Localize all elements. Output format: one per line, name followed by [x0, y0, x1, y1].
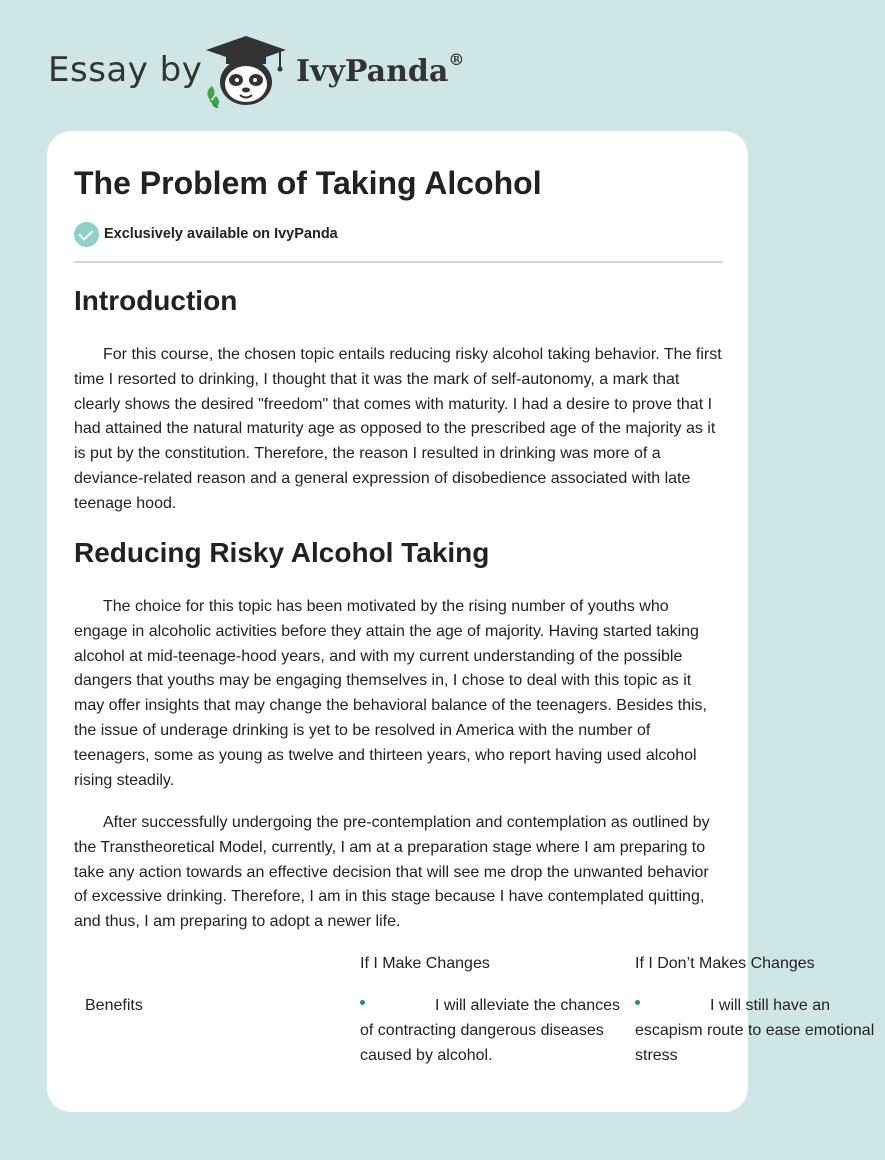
- registered-mark: ®: [448, 50, 465, 69]
- table-cell-text: I will alleviate the chances of contracting dangerous diseases caused by alcohol.: [360, 997, 620, 1064]
- badge-label: Exclusively available on IvyPanda: [104, 226, 338, 242]
- paragraph: After successfully undergoing the pre-contemplation and contemplation as outlined by the Transtheoretical Model, currently, I am at a preparation stage where I am preparing to take any action towards an effective decision that will see me drop the unwanted behavior of excessive drinking. Therefore, I am in this stage because I have contemplated quitting, and thus, I am preparing to adopt a newer life.: [74, 814, 710, 931]
- page-title: The Problem of Taking Alcohol: [74, 165, 542, 201]
- table-cell-text: I will still have an escapism route to ease emotional stress: [635, 997, 875, 1064]
- bullet-icon: [360, 1000, 365, 1005]
- ivypanda-brand[interactable]: [296, 50, 465, 89]
- table-header: If I Don’t Makes Changes: [635, 955, 815, 972]
- brand-name-text: IvyPanda: [296, 54, 449, 89]
- site-header: [0, 0, 800, 120]
- paragraph: The choice for this topic has been motivated by the rising number of youths who engage in alcoholic activities before they attain the age of majority. Having started taking alcohol at mid-teenage-hood years, and with my current understanding of the possible dangers that youths may be engaging themselves in, I chose to deal with this topic as it may offer insights that may change the behavioral balance of the teenagers. Besides this, the issue of underage drinking is yet to be resolved in America with the number of teenagers, some as young as twelve and thirteen years, who report having used alcohol rising steadily.: [74, 598, 707, 789]
- table-cell: [635, 994, 885, 1068]
- table-row-label: Benefits: [85, 997, 143, 1014]
- exclusive-badge: [74, 221, 338, 247]
- section-heading-reducing-risky-alcohol: Reducing Risky Alcohol Taking: [74, 537, 490, 568]
- essay-card: [47, 131, 875, 1112]
- checkmark-icon: [74, 222, 99, 247]
- essay-by-label: Essay by: [48, 50, 203, 90]
- section-heading-introduction: Introduction: [74, 285, 238, 316]
- ivypanda-logo-icon[interactable]: [200, 34, 292, 108]
- paragraph: For this course, the chosen topic entails reducing risky alcohol taking behavior. The first time I resorted to drinking, I thought that it was the mark of self-autonomy, a mark that clearly shows the desired "freedom" that comes with maturity. I had a desire to prove that I had attained the natural maturity age as opposed to the prescribed age of the majority as it is put by the constitution. Therefore, the reason I resulted in drinking was more of a deviance-related reason and a general expression of disobedience associated with late teenage hood.: [74, 346, 722, 512]
- table-header: If I Make Changes: [360, 955, 490, 972]
- bullet-icon: [635, 1000, 640, 1005]
- table-cell: [360, 994, 620, 1068]
- divider: [74, 261, 723, 263]
